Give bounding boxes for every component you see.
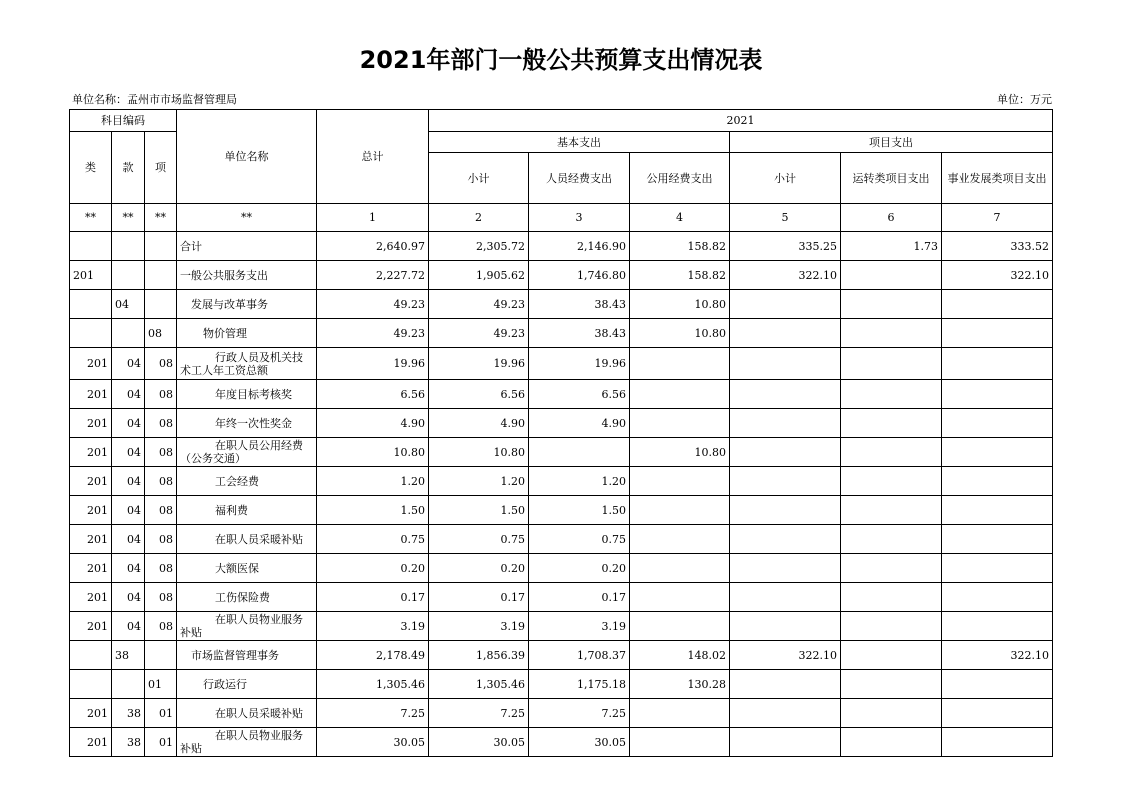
project-subtotal-cell xyxy=(730,699,841,728)
project-subtotal-header: 小计 xyxy=(730,153,841,204)
xiang-cell: 08 xyxy=(145,467,177,496)
item-name-line: 在职人员物业服务 xyxy=(215,613,303,626)
index-cell: 6 xyxy=(841,204,942,232)
unit-name: 单位名称：孟州市市场监督管理局 xyxy=(72,93,237,106)
total-header: 总计 xyxy=(317,110,429,204)
lei-cell xyxy=(70,670,112,699)
page-title: 2021年部门一般公共预算支出情况表 xyxy=(359,46,763,74)
personnel-cell: 3.19 xyxy=(529,612,630,641)
career-project-cell: 333.52 xyxy=(942,232,1053,261)
subject-code-header: 科目编码 xyxy=(70,110,177,132)
item-name-cell: 物价管理 xyxy=(177,319,317,348)
transfer-project-cell xyxy=(841,409,942,438)
kuan-cell: 04 xyxy=(112,525,145,554)
kuan-cell: 04 xyxy=(112,554,145,583)
item-name-cell: 行政运行 xyxy=(177,670,317,699)
table-row xyxy=(70,409,1053,438)
total-cell: 6.56 xyxy=(317,380,429,409)
item-name-line: 在职人员公用经费 xyxy=(215,439,303,452)
item-name-cell xyxy=(177,348,317,380)
public-cell xyxy=(630,380,730,409)
index-cell: 1 xyxy=(317,204,429,232)
basic-subtotal-cell: 0.20 xyxy=(429,554,529,583)
lei-cell: 201 xyxy=(70,496,112,525)
xiang-cell xyxy=(145,641,177,670)
transfer-project-cell xyxy=(841,496,942,525)
total-cell: 2,227.72 xyxy=(317,261,429,290)
total-cell: 7.25 xyxy=(317,699,429,728)
personnel-cell: 38.43 xyxy=(529,319,630,348)
kuan-cell: 38 xyxy=(112,728,145,757)
item-name-cell: 大额医保 xyxy=(177,554,317,583)
kuan-cell: 04 xyxy=(112,380,145,409)
personnel-cell: 1,175.18 xyxy=(529,670,630,699)
kuan-cell: 04 xyxy=(112,612,145,641)
basic-subtotal-cell: 2,305.72 xyxy=(429,232,529,261)
table-row xyxy=(70,380,1053,409)
kuan-cell: 04 xyxy=(112,348,145,380)
xiang-cell: 01 xyxy=(145,670,177,699)
project-subtotal-cell xyxy=(730,612,841,641)
public-cell xyxy=(630,348,730,380)
public-expense-header: 公用经费支出 xyxy=(630,153,730,204)
total-cell: 2,640.97 xyxy=(317,232,429,261)
project-subtotal-cell xyxy=(730,438,841,467)
public-cell xyxy=(630,699,730,728)
xiang-cell xyxy=(145,232,177,261)
personnel-cell: 7.25 xyxy=(529,699,630,728)
public-cell xyxy=(630,612,730,641)
item-name-line: 补贴 xyxy=(180,742,202,755)
index-cell: ** xyxy=(70,204,112,232)
unit-name-header: 单位名称 xyxy=(177,110,317,204)
item-name-cell: 在职人员采暖补贴 xyxy=(177,699,317,728)
item-name-cell: 在职人员采暖补贴 xyxy=(177,525,317,554)
personnel-cell: 1.20 xyxy=(529,467,630,496)
lei-cell xyxy=(70,319,112,348)
basic-subtotal-cell: 49.23 xyxy=(429,290,529,319)
table-row xyxy=(70,496,1053,525)
item-name-cell: 发展与改革事务 xyxy=(177,290,317,319)
project-subtotal-cell xyxy=(730,496,841,525)
transfer-project-cell xyxy=(841,261,942,290)
public-cell: 10.80 xyxy=(630,319,730,348)
index-row xyxy=(70,204,1053,232)
personnel-cell: 0.75 xyxy=(529,525,630,554)
kuan-cell: 04 xyxy=(112,409,145,438)
table-row xyxy=(70,641,1053,670)
xiang-cell: 08 xyxy=(145,525,177,554)
total-cell: 30.05 xyxy=(317,728,429,757)
career-project-cell xyxy=(942,380,1053,409)
index-cell: 4 xyxy=(630,204,730,232)
total-cell: 49.23 xyxy=(317,319,429,348)
project-subtotal-cell xyxy=(730,348,841,380)
career-project-cell xyxy=(942,699,1053,728)
personnel-cell: 30.05 xyxy=(529,728,630,757)
public-cell: 148.02 xyxy=(630,641,730,670)
item-name-line: 补贴 xyxy=(180,626,202,639)
index-cell: 5 xyxy=(730,204,841,232)
basic-subtotal-cell: 6.56 xyxy=(429,380,529,409)
lei-cell: 201 xyxy=(70,467,112,496)
transfer-project-cell xyxy=(841,380,942,409)
lei-cell xyxy=(70,641,112,670)
kuan-cell: 04 xyxy=(112,467,145,496)
personnel-cell: 19.96 xyxy=(529,348,630,380)
table-row xyxy=(70,554,1053,583)
kuan-cell: 04 xyxy=(112,496,145,525)
lei-cell: 201 xyxy=(70,728,112,757)
total-cell: 4.90 xyxy=(317,409,429,438)
kuan-cell xyxy=(112,319,145,348)
item-name-cell: 年终一次性奖金 xyxy=(177,409,317,438)
personnel-cell: 0.17 xyxy=(529,583,630,612)
table-row xyxy=(70,670,1053,699)
table-row xyxy=(70,728,1053,757)
xiang-header: 项 xyxy=(145,132,177,204)
project-subtotal-cell xyxy=(730,525,841,554)
personnel-cell: 1.50 xyxy=(529,496,630,525)
xiang-cell xyxy=(145,290,177,319)
transfer-project-cell xyxy=(841,290,942,319)
table-row xyxy=(70,525,1053,554)
public-cell xyxy=(630,467,730,496)
index-cell: 7 xyxy=(942,204,1053,232)
item-name-cell: 工伤保险费 xyxy=(177,583,317,612)
basic-subtotal-cell: 1,856.39 xyxy=(429,641,529,670)
item-name-cell: 工会经费 xyxy=(177,467,317,496)
basic-subtotal-cell: 0.17 xyxy=(429,583,529,612)
basic-subtotal-cell: 0.75 xyxy=(429,525,529,554)
basic-subtotal-cell: 1.20 xyxy=(429,467,529,496)
transfer-project-cell xyxy=(841,583,942,612)
career-project-cell xyxy=(942,670,1053,699)
basic-subtotal-cell: 19.96 xyxy=(429,348,529,380)
xiang-cell: 08 xyxy=(145,438,177,467)
table-row xyxy=(70,261,1053,290)
basic-expense-header: 基本支出 xyxy=(429,132,730,153)
index-cell: 3 xyxy=(529,204,630,232)
public-cell: 130.28 xyxy=(630,670,730,699)
table-row xyxy=(70,290,1053,319)
lei-cell: 201 xyxy=(70,525,112,554)
kuan-cell: 04 xyxy=(112,583,145,612)
transfer-project-cell xyxy=(841,319,942,348)
personnel-expense-header: 人员经费支出 xyxy=(529,153,630,204)
project-subtotal-cell: 322.10 xyxy=(730,261,841,290)
item-name-cell: 合计 xyxy=(177,232,317,261)
transfer-project-cell xyxy=(841,612,942,641)
lei-cell: 201 xyxy=(70,261,112,290)
transfer-project-cell xyxy=(841,670,942,699)
xiang-cell xyxy=(145,261,177,290)
career-project-cell xyxy=(942,438,1053,467)
total-cell: 0.75 xyxy=(317,525,429,554)
xiang-cell: 08 xyxy=(145,319,177,348)
lei-cell: 201 xyxy=(70,583,112,612)
personnel-cell: 38.43 xyxy=(529,290,630,319)
kuan-cell xyxy=(112,670,145,699)
public-cell xyxy=(630,409,730,438)
lei-cell: 201 xyxy=(70,438,112,467)
transfer-project-cell xyxy=(841,438,942,467)
transfer-project-cell xyxy=(841,467,942,496)
public-cell: 158.82 xyxy=(630,261,730,290)
index-cell: ** xyxy=(112,204,145,232)
xiang-cell: 08 xyxy=(145,348,177,380)
kuan-header: 款 xyxy=(112,132,145,204)
total-cell: 19.96 xyxy=(317,348,429,380)
total-cell: 1,305.46 xyxy=(317,670,429,699)
kuan-cell xyxy=(112,232,145,261)
table-row xyxy=(70,467,1053,496)
total-cell: 49.23 xyxy=(317,290,429,319)
public-cell: 10.80 xyxy=(630,438,730,467)
basic-subtotal-cell: 49.23 xyxy=(429,319,529,348)
career-project-cell xyxy=(942,467,1053,496)
lei-cell: 201 xyxy=(70,380,112,409)
xiang-cell: 08 xyxy=(145,496,177,525)
career-project-header: 事业发展类项目支出 xyxy=(942,153,1053,204)
kuan-cell xyxy=(112,261,145,290)
item-name-cell: 市场监督管理事务 xyxy=(177,641,317,670)
project-subtotal-cell xyxy=(730,728,841,757)
kuan-cell: 04 xyxy=(112,290,145,319)
career-project-cell xyxy=(942,554,1053,583)
basic-subtotal-cell: 7.25 xyxy=(429,699,529,728)
public-cell xyxy=(630,525,730,554)
public-cell xyxy=(630,496,730,525)
total-cell: 2,178.49 xyxy=(317,641,429,670)
item-name-cell: 年度目标考核奖 xyxy=(177,380,317,409)
table-row xyxy=(70,232,1053,261)
public-cell: 10.80 xyxy=(630,290,730,319)
career-project-cell xyxy=(942,496,1053,525)
lei-cell: 201 xyxy=(70,554,112,583)
project-subtotal-cell xyxy=(730,467,841,496)
xiang-cell: 01 xyxy=(145,699,177,728)
basic-subtotal-cell: 1.50 xyxy=(429,496,529,525)
kuan-cell: 38 xyxy=(112,699,145,728)
index-cell: ** xyxy=(177,204,317,232)
project-subtotal-cell xyxy=(730,554,841,583)
transfer-project-cell xyxy=(841,525,942,554)
public-cell xyxy=(630,728,730,757)
lei-header: 类 xyxy=(70,132,112,204)
xiang-cell: 08 xyxy=(145,554,177,583)
xiang-cell: 08 xyxy=(145,583,177,612)
unit-label: 单位：万元 xyxy=(997,93,1052,106)
index-cell: ** xyxy=(145,204,177,232)
career-project-cell xyxy=(942,319,1053,348)
total-cell: 0.17 xyxy=(317,583,429,612)
project-subtotal-cell xyxy=(730,319,841,348)
transfer-project-cell xyxy=(841,641,942,670)
item-name-cell: 一般公共服务支出 xyxy=(177,261,317,290)
career-project-cell xyxy=(942,728,1053,757)
lei-cell: 201 xyxy=(70,348,112,380)
index-cell: 2 xyxy=(429,204,529,232)
personnel-cell: 4.90 xyxy=(529,409,630,438)
item-name-cell xyxy=(177,728,317,757)
total-cell: 3.19 xyxy=(317,612,429,641)
project-expense-header: 项目支出 xyxy=(730,132,1053,153)
lei-cell: 201 xyxy=(70,409,112,438)
table-row xyxy=(70,348,1053,380)
lei-cell: 201 xyxy=(70,612,112,641)
table-row xyxy=(70,583,1053,612)
public-cell xyxy=(630,554,730,583)
transfer-project-cell xyxy=(841,348,942,380)
career-project-cell: 322.10 xyxy=(942,641,1053,670)
transfer-project-cell: 1.73 xyxy=(841,232,942,261)
lei-cell xyxy=(70,290,112,319)
lei-cell xyxy=(70,232,112,261)
personnel-cell xyxy=(529,438,630,467)
personnel-cell: 1,708.37 xyxy=(529,641,630,670)
basic-subtotal-cell: 1,305.46 xyxy=(429,670,529,699)
total-cell: 0.20 xyxy=(317,554,429,583)
personnel-cell: 0.20 xyxy=(529,554,630,583)
career-project-cell xyxy=(942,583,1053,612)
personnel-cell: 2,146.90 xyxy=(529,232,630,261)
table-row xyxy=(70,699,1053,728)
public-cell: 158.82 xyxy=(630,232,730,261)
career-project-cell xyxy=(942,348,1053,380)
project-subtotal-cell: 335.25 xyxy=(730,232,841,261)
public-cell xyxy=(630,583,730,612)
item-name-line: 术工人年工资总额 xyxy=(180,363,268,377)
career-project-cell: 322.10 xyxy=(942,261,1053,290)
basic-subtotal-cell: 10.80 xyxy=(429,438,529,467)
project-subtotal-cell xyxy=(730,583,841,612)
item-name-cell xyxy=(177,438,317,467)
item-name-line: 在职人员物业服务 xyxy=(215,729,303,742)
item-name-cell xyxy=(177,612,317,641)
transfer-project-cell xyxy=(841,728,942,757)
project-subtotal-cell xyxy=(730,290,841,319)
total-cell: 1.50 xyxy=(317,496,429,525)
basic-subtotal-cell: 1,905.62 xyxy=(429,261,529,290)
transfer-project-header: 运转类项目支出 xyxy=(841,153,942,204)
personnel-cell: 6.56 xyxy=(529,380,630,409)
kuan-cell: 04 xyxy=(112,438,145,467)
xiang-cell: 01 xyxy=(145,728,177,757)
year-header: 2021 xyxy=(429,110,1053,132)
xiang-cell: 08 xyxy=(145,409,177,438)
table-row xyxy=(70,612,1053,641)
career-project-cell xyxy=(942,409,1053,438)
career-project-cell xyxy=(942,612,1053,641)
basic-subtotal-cell: 30.05 xyxy=(429,728,529,757)
item-name-line: 行政人员及机关技 xyxy=(215,350,303,364)
project-subtotal-cell: 322.10 xyxy=(730,641,841,670)
table-row xyxy=(70,319,1053,348)
xiang-cell: 08 xyxy=(145,380,177,409)
total-cell: 1.20 xyxy=(317,467,429,496)
table-row xyxy=(70,438,1053,467)
transfer-project-cell xyxy=(841,554,942,583)
project-subtotal-cell xyxy=(730,380,841,409)
total-cell: 10.80 xyxy=(317,438,429,467)
career-project-cell xyxy=(942,525,1053,554)
basic-subtotal-cell: 3.19 xyxy=(429,612,529,641)
project-subtotal-cell xyxy=(730,670,841,699)
personnel-cell: 1,746.80 xyxy=(529,261,630,290)
basic-subtotal-cell: 4.90 xyxy=(429,409,529,438)
career-project-cell xyxy=(942,290,1053,319)
lei-cell: 201 xyxy=(70,699,112,728)
transfer-project-cell xyxy=(841,699,942,728)
basic-subtotal-header: 小计 xyxy=(429,153,529,204)
xiang-cell: 08 xyxy=(145,612,177,641)
budget-table xyxy=(69,109,1053,757)
project-subtotal-cell xyxy=(730,409,841,438)
kuan-cell: 38 xyxy=(112,641,145,670)
item-name-cell: 福利费 xyxy=(177,496,317,525)
item-name-line: （公务交通） xyxy=(180,452,246,465)
